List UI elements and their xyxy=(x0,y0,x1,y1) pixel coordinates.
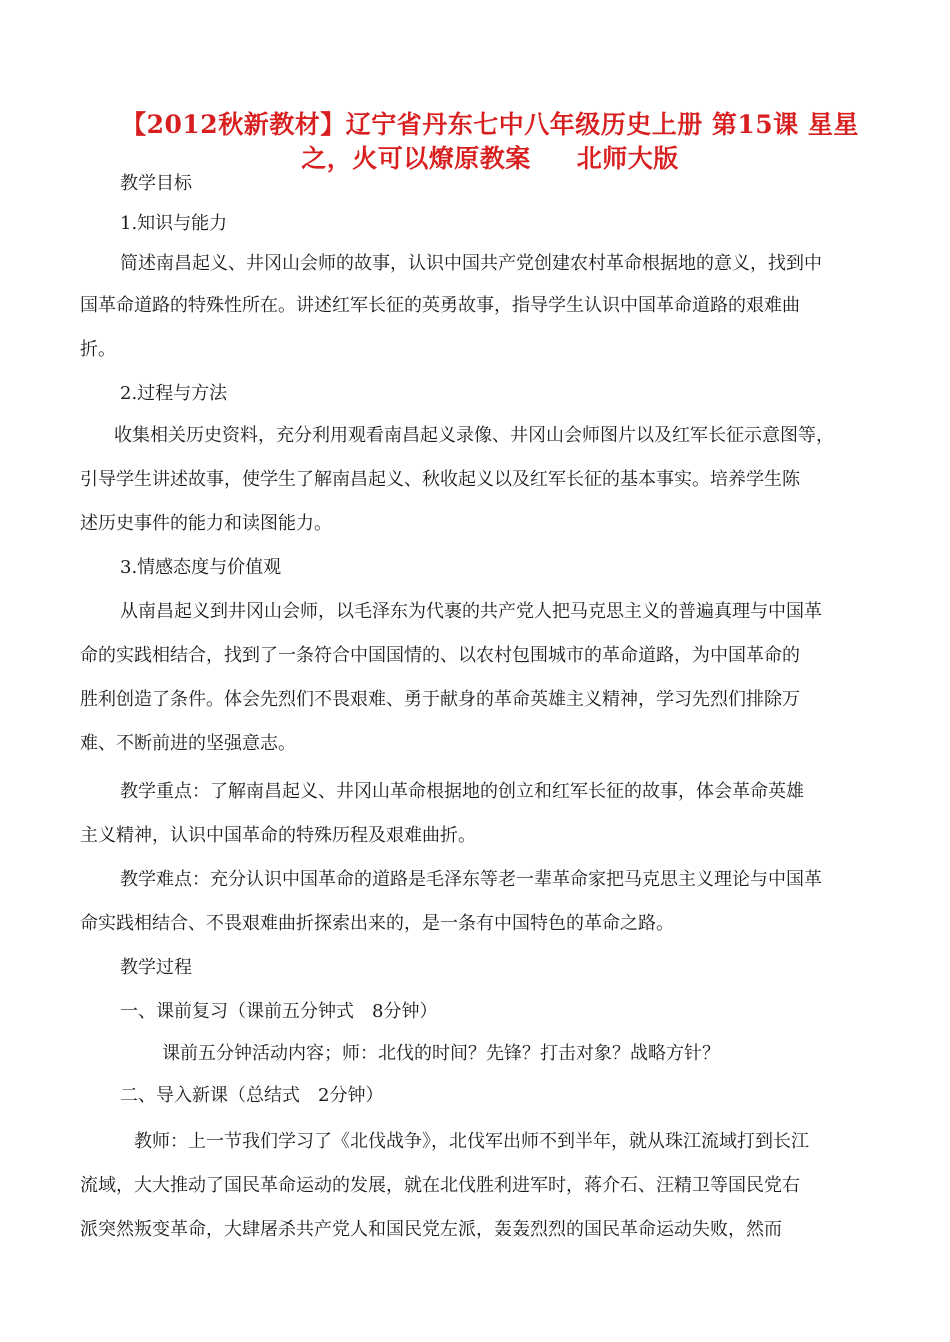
paragraph-line: 课前五分钟活动内容；师：北伐的时间？先锋？打击对象？战略方针？ xyxy=(162,1043,720,1064)
paragraph-line: 教师：上一节我们学习了《北伐战争》，北伐军出师不到半年，就从珠江流域打到长江 xyxy=(134,1131,809,1152)
document-title-line-2 xyxy=(110,142,870,176)
paragraph-line: 难、不断前进的坚强意志。 xyxy=(80,733,296,754)
paragraph-line: 简述南昌起义、井冈山会师的故事，认识中国共产党创建农村革命根据地的意义，找到中 xyxy=(120,253,822,274)
paragraph-line: 收集相关历史资料，充分利用观看南昌起义录像、井冈山会师图片以及红军长征示意图等， xyxy=(114,425,834,446)
paragraph-line: 折。 xyxy=(80,339,116,360)
paragraph-line: 胜利创造了条件。体会先烈们不畏艰难、勇于献身的革命英雄主义精神，学习先烈们排除万 xyxy=(80,689,800,710)
subheading-values: 3.情感态度与价值观 xyxy=(120,557,282,578)
document-title-part-1: 之，火可以燎原教案 xyxy=(301,144,531,173)
subheading-process: 2.过程与方法 xyxy=(120,383,228,404)
paragraph-line: 述历史事件的能力和读图能力。 xyxy=(80,513,332,534)
paragraph-line: 派突然叛变革命，大肆屠杀共产党人和国民党左派，轰轰烈烈的国民革命运动失败，然而 xyxy=(80,1219,782,1240)
heading-teaching-process: 教学过程 xyxy=(120,957,192,978)
document-title-line-1: 【2012秋新教材】辽宁省丹东七中八年级历史上册 第15课 星星 xyxy=(121,110,859,139)
document-title-part-2: 北师大版 xyxy=(576,144,679,173)
paragraph-line: 引导学生讲述故事，使学生了解南昌起义、秋收起义以及红军长征的基本事实。培养学生陈 xyxy=(80,469,800,490)
paragraph-line: 从南昌起义到井冈山会师，以毛泽东为代裹的共产党人把马克思主义的普遍真理与中国革 xyxy=(120,601,822,622)
subheading-knowledge: 1.知识与能力 xyxy=(120,213,228,234)
section-introduction: 二、导入新课（总结式 2分钟） xyxy=(120,1085,384,1106)
paragraph-line: 命的实践相结合，找到了一条符合中国国情的、以农村包围城市的革命道路，为中国革命的 xyxy=(80,645,800,666)
paragraph-key-points: 教学重点：了解南昌起义、井冈山革命根据地的创立和红军长征的故事，体会革命英雄 xyxy=(120,781,804,802)
section-review: 一、课前复习（课前五分钟式 8分钟） xyxy=(120,1001,438,1022)
paragraph-difficulties: 教学难点：充分认识中国革命的道路是毛泽东等老一辈革命家把马克思主义理论与中国革 xyxy=(120,869,822,890)
heading-teaching-goals: 教学目标 xyxy=(120,173,192,194)
paragraph-line: 主义精神，认识中国革命的特殊历程及艰难曲折。 xyxy=(80,825,476,846)
paragraph-line: 国革命道路的特殊性所在。讲述红军长征的英勇故事，指导学生认识中国革命道路的艰难曲 xyxy=(80,295,800,316)
paragraph-line: 命实践相结合、不畏艰难曲折探索出来的，是一条有中国特色的革命之路。 xyxy=(80,913,674,934)
paragraph-line: 流域，大大推动了国民革命运动的发展，就在北伐胜利进军时，蒋介石、汪精卫等国民党右 xyxy=(80,1175,800,1196)
